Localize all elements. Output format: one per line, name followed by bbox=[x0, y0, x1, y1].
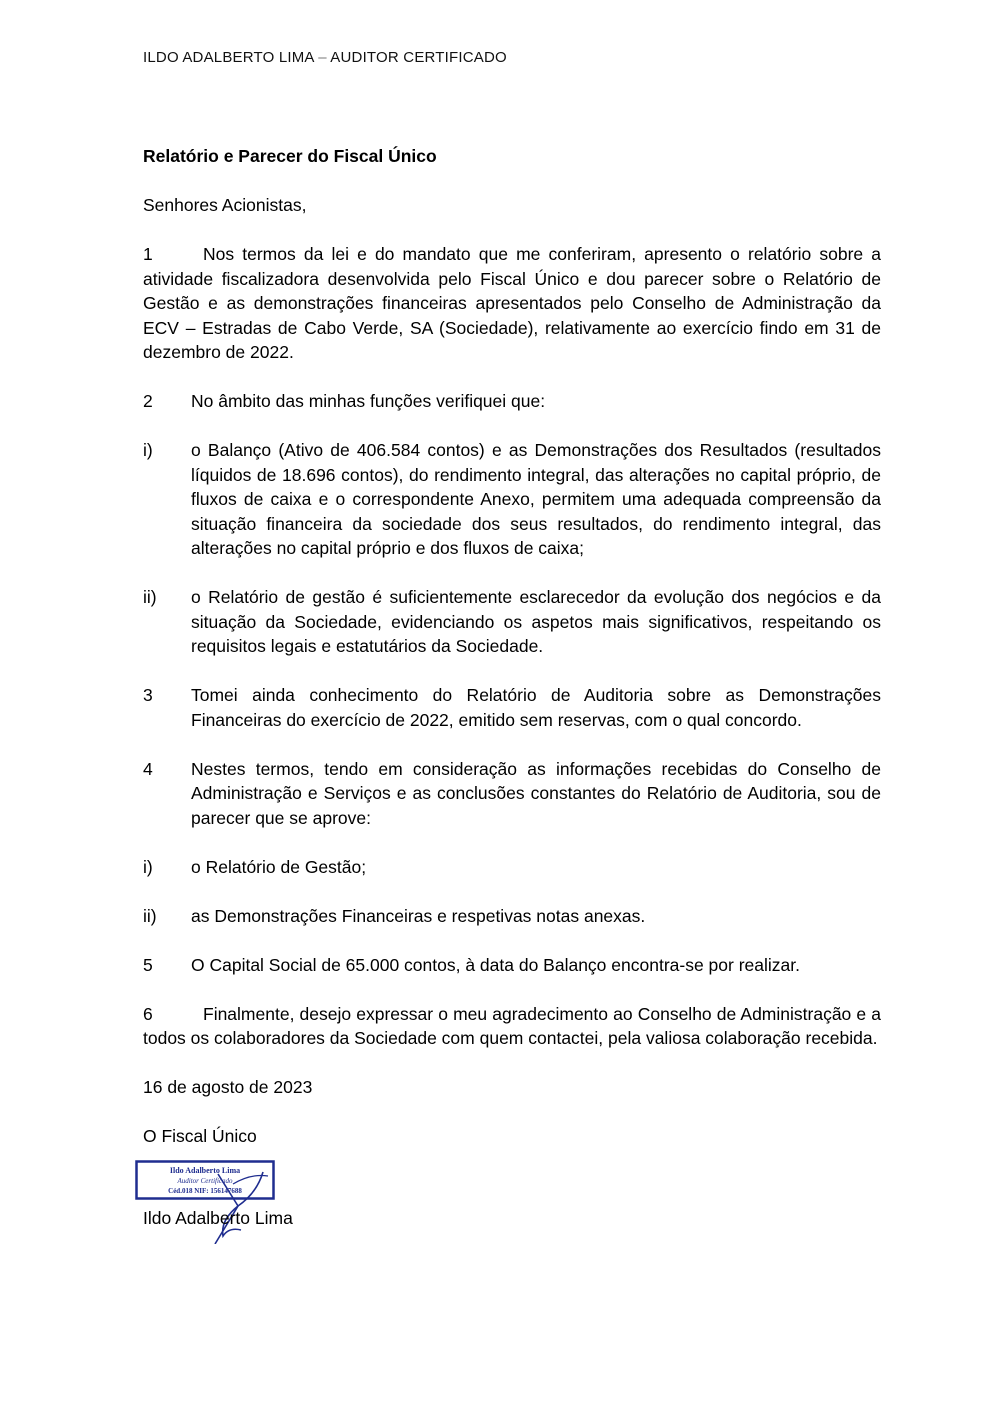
paragraph-2-text: No âmbito das minhas funções verifiquei que: bbox=[191, 391, 546, 411]
paragraph-1-number: 1 bbox=[143, 244, 153, 264]
list-item-number: i) bbox=[143, 856, 153, 877]
stamp-line-3: Céd.018 NIF: 156147688 bbox=[168, 1187, 242, 1195]
signature-role: O Fiscal Único bbox=[143, 1126, 257, 1146]
header-name: ILDO ADALBERTO LIMA bbox=[143, 49, 314, 66]
document-date: 16 de agosto de 2023 bbox=[143, 1077, 313, 1097]
paragraph-4-number: 4 bbox=[143, 758, 153, 779]
document-title: Relatório e Parecer do Fiscal Único bbox=[143, 146, 437, 166]
paragraph-3-text: Tomei ainda conhecimento do Relatório de Auditoria sobre as Demonstrações Financeiras do exercício de 2022, emitido sem reservas, com o qual concordo. bbox=[191, 685, 881, 730]
stamp-line-1: Ildo Adalberto Lima bbox=[169, 1166, 241, 1175]
paragraph-4 bbox=[143, 757, 881, 831]
paragraph-5-number: 5 bbox=[143, 954, 153, 975]
paragraph-6 bbox=[143, 1002, 881, 1051]
paragraph-1-text: Nos termos da lei e do mandato que me conferiram, apresento o relatório sobre a atividade fiscalizadora desenvolvida pelo Fiscal Único e dou parecer sobre o Relatório de Gestão e as demonstrações financeiras apresentados pelo Conselho de Administração da ECV – Estradas de Cabo Verde, SA (Sociedade), relativamente ao exercício findo em 31 de dezembro de 2022. bbox=[143, 244, 881, 362]
list-item bbox=[143, 438, 881, 561]
header-role: AUDITOR CERTIFICADO bbox=[330, 49, 507, 66]
paragraph-6-text: Finalmente, desejo expressar o meu agradecimento ao Conselho de Administração e a todos os colaboradores da Sociedade com quem contactei, pela valiosa colaboração recebida. bbox=[143, 1003, 881, 1048]
header-separator: – bbox=[318, 49, 327, 66]
list-item bbox=[143, 904, 881, 929]
document-body bbox=[143, 144, 881, 1228]
paragraph-2 bbox=[143, 389, 881, 414]
paragraph-5 bbox=[143, 953, 881, 978]
list-item-text: o Relatório de gestão é suficientemente esclarecedor da evolução dos negócios e da situação da Sociedade, evidenciando os aspetos mais significativos, respeitando os requisitos legais e estatutários da Sociedade. bbox=[191, 587, 881, 656]
stamp-line-2: Auditor Certificado bbox=[177, 1177, 233, 1185]
list-item-number: ii) bbox=[143, 587, 157, 607]
paragraph-1 bbox=[143, 242, 881, 365]
paragraph-3-number: 3 bbox=[143, 685, 153, 705]
greeting: Senhores Acionistas, bbox=[143, 195, 307, 215]
list-item bbox=[143, 855, 881, 880]
paragraph-5-text: O Capital Social de 65.000 contos, à data do Balanço encontra-se por realizar. bbox=[191, 954, 800, 975]
list-item-text: o Balanço (Ativo de 406.584 contos) e as Demonstrações dos Resultados (resultados líquidos de 18.696 contos), do rendimento integral, das alterações no capital próprio, de fluxos de caixa e o correspondente Anexo, permitem uma adequada compreensão da situação financeira da sociedade dos seus resultados, do rendimento integral, das alterações no capital próprio e dos fluxos de caixa; bbox=[191, 440, 881, 558]
signature-name: Ildo Adalberto Lima bbox=[143, 1208, 293, 1228]
list-item-number: i) bbox=[143, 440, 153, 460]
list-item bbox=[143, 585, 881, 659]
paragraph-4-text: Nestes termos, tendo em consideração as informações recebidas do Conselho de Administração e Serviços e as conclusões constantes do Relatório de Auditoria, sou de parecer que se aprove: bbox=[191, 758, 881, 828]
paragraph-6-number: 6 bbox=[143, 1003, 153, 1024]
list-item-text: as Demonstrações Financeiras e respetivas notas anexas. bbox=[191, 905, 646, 926]
page-header bbox=[143, 49, 507, 66]
paragraph-2-number: 2 bbox=[143, 391, 153, 411]
list-item-text: o Relatório de Gestão; bbox=[191, 856, 367, 877]
list-item-number: ii) bbox=[143, 905, 157, 926]
signature-block bbox=[143, 1124, 881, 1228]
paragraph-3 bbox=[143, 683, 881, 732]
